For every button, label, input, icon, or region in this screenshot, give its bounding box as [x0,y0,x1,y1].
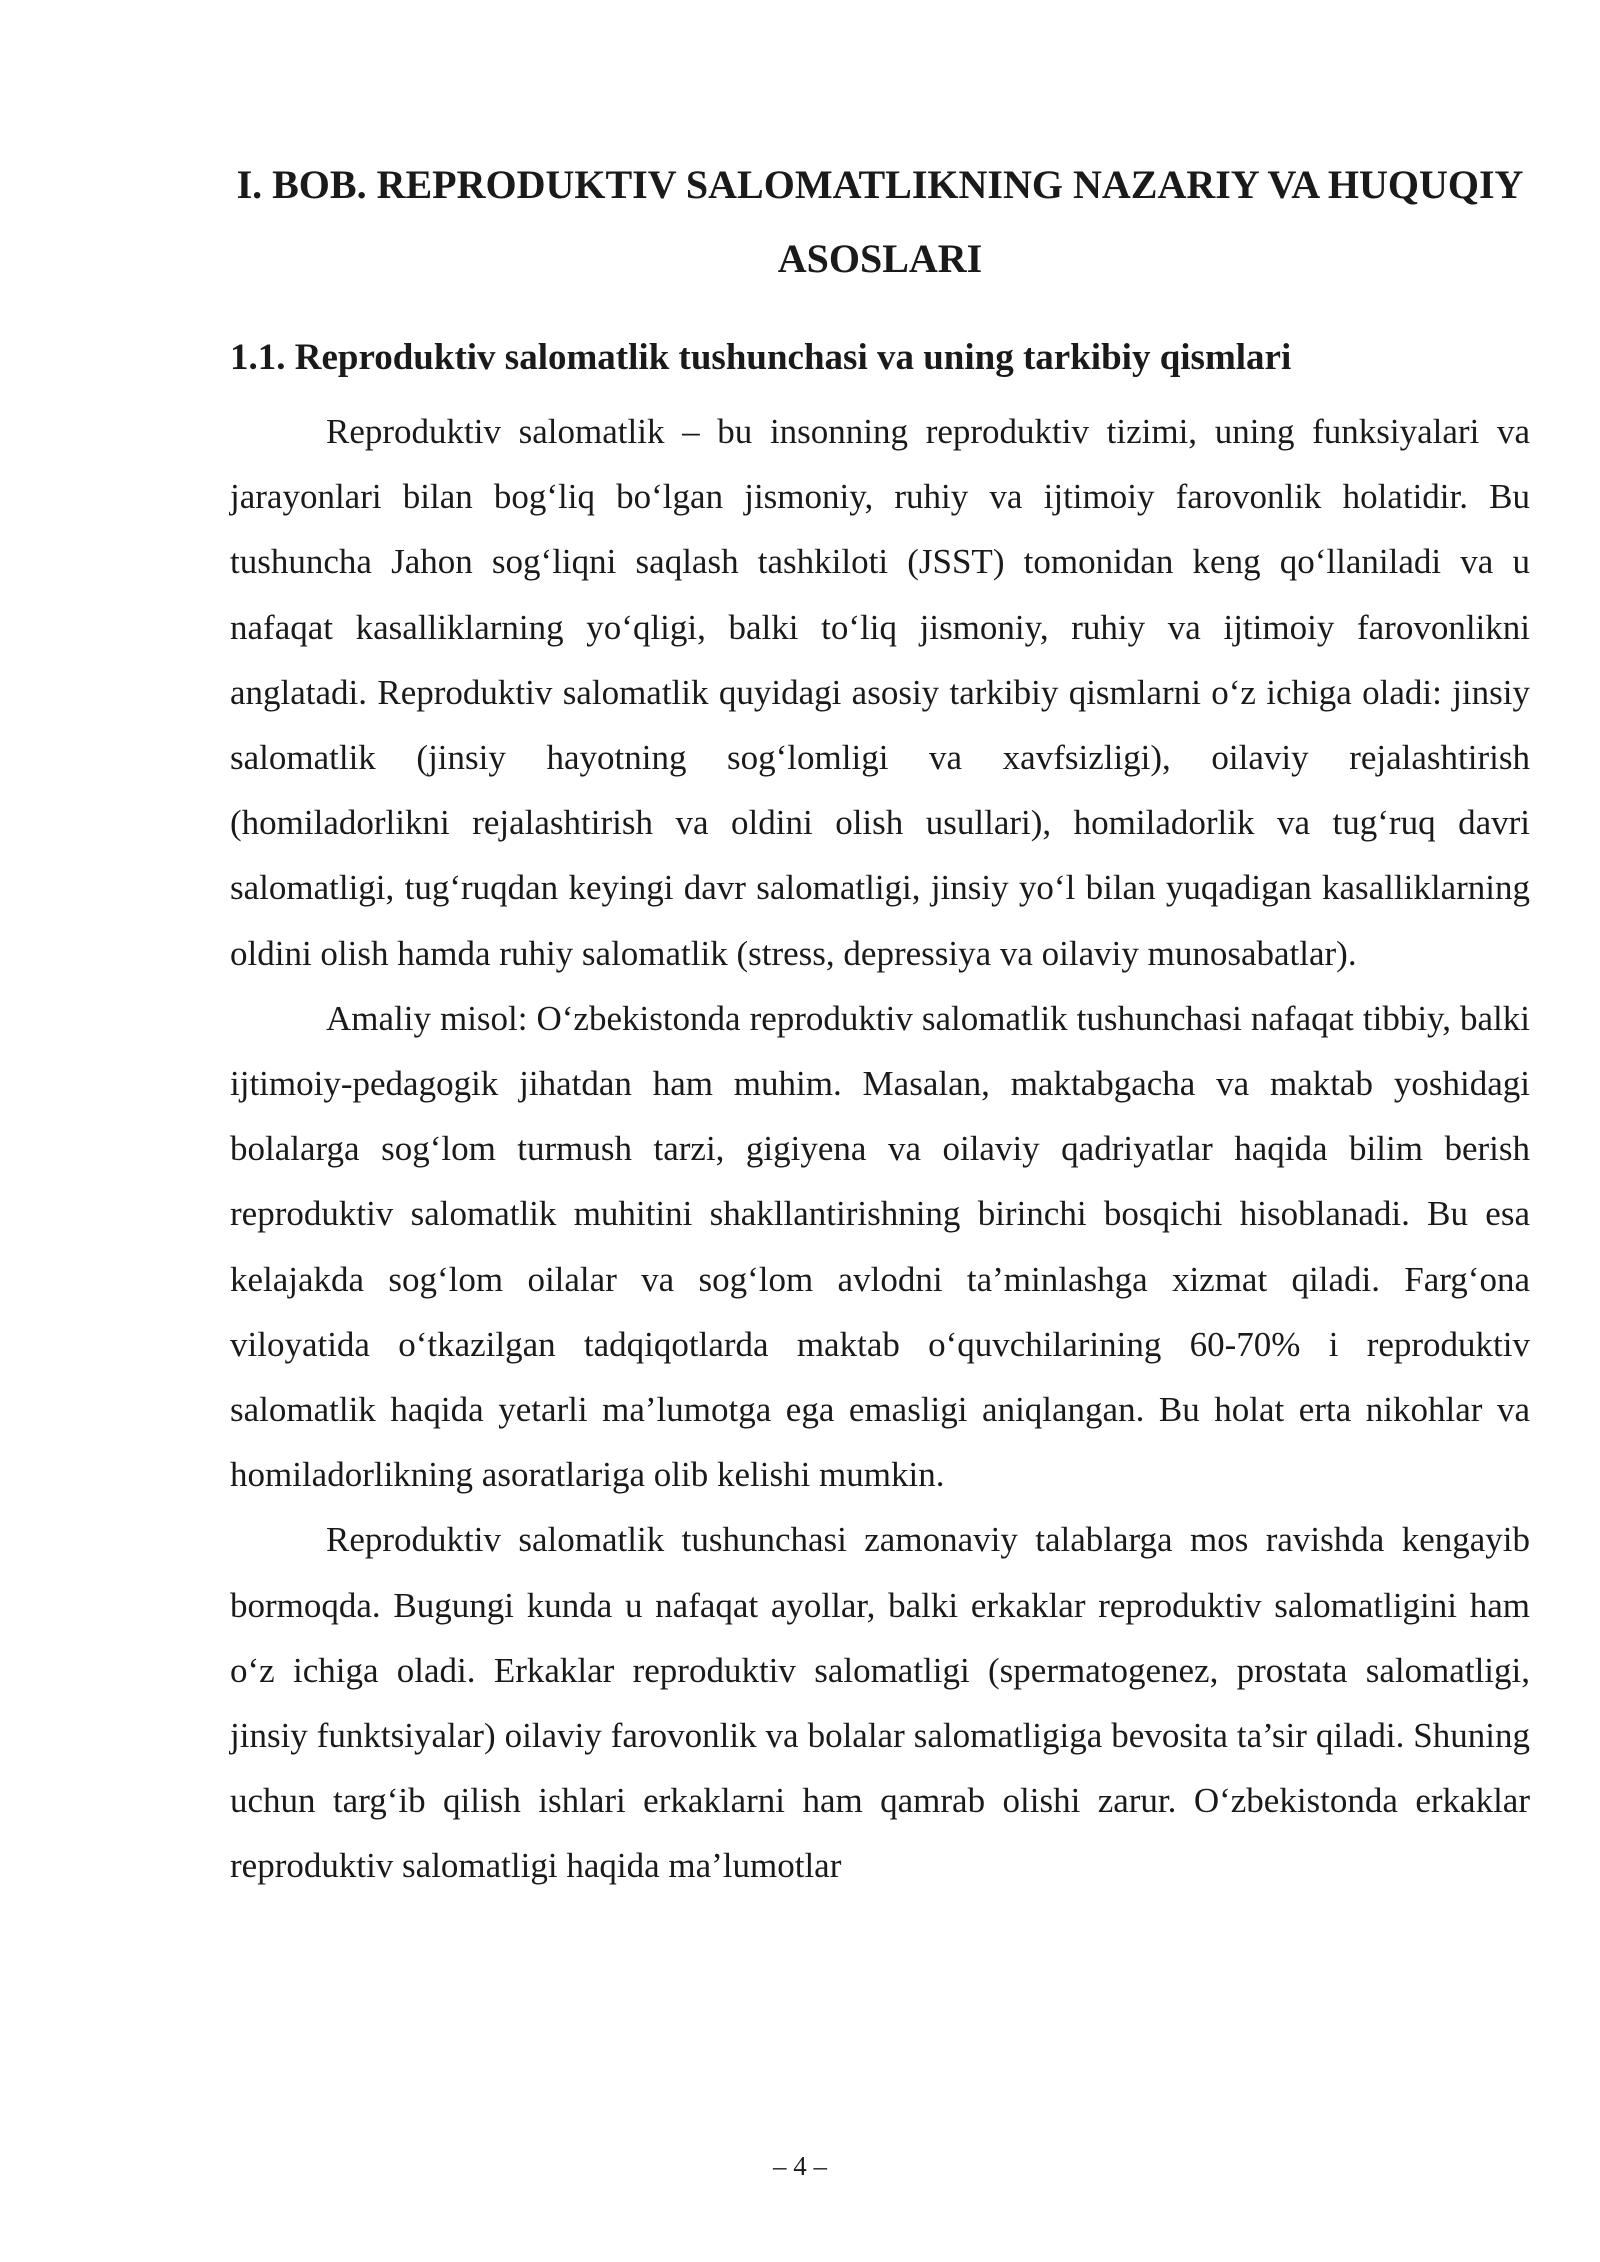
paragraph: Amaliy misol: O‘zbekistonda reproduktiv salomatlik tushunchasi nafaqat tibbiy, balki ijtimoiy-pedagogik jihatdan ham muhim. Masalan, maktabgacha va maktab yoshidagi bolalarga sog‘lom turmush tarzi, gigiyena va oilaviy qadriyatlar haqida bilim berish reproduktiv salomatlik muhitini shakllantirishning birinchi bosqichi hisoblanadi. Bu esa kelajakda sog‘lom oilalar va sog‘lom avlodni ta’minlashga xizmat qiladi. Farg‘ona viloyatida o‘tkazilgan tadqiqotlarda maktab o‘quvchilarining 60-70% i reproduktiv salomatlik haqida yetarli ma’lumotga ega emasligi aniqlangan. Bu holat erta nikohlar va homiladorlikning asoratlariga olib kelishi mumkin. [230,998,1530,1495]
paragraph: Reproduktiv salomatlik tushunchasi zamonaviy talablarga mos ravishda kengayib bormoqda. Bugungi kunda u nafaqat ayollar, balki erkaklar reproduktiv salomatligini ham o‘z ichiga oladi. Erkaklar reproduktiv salomatligi (spermatogenez, prostata salomatligi, jinsiy funktsiyalar) oilaviy farovonlik va bolalar salomatligiga bevosita ta’sir qiladi. Shuning uchun targ‘ib qilish ishlari erkaklarni ham qamrab olishi zarur. O‘zbekistonda erkaklar reproduktiv salomatligi haqida ma’lumotlar [230,1520,1530,1886]
section-title: 1.1. Reproduktiv salomatlik tushunchasi va uning tarkibiy qismlari [230,337,1292,378]
chapter-title: I. BOB. REPRODUKTIV SALOMATLIKNING NAZARIY VA HUQUQIY ASOSLARI [236,162,1524,281]
body-text [230,399,1530,1899]
page-number: – 4 – [773,2151,827,2181]
paragraph: Reproduktiv salomatlik – bu insonning reproduktiv tizimi, uning funksiyalari va jarayonlari bilan bog‘liq bo‘lgan jismoniy, ruhiy va ijtimoiy farovonlik holatidir. Bu tushuncha Jahon sog‘liqni saqlash tashkiloti (JSST) tomonidan keng qo‘llaniladi va u nafaqat kasalliklarning yo‘qligi, balki to‘liq jismoniy, ruhiy va ijtimoiy farovonlikni anglatadi. Reproduktiv salomatlik quyidagi asosiy tarkibiy qismlarni o‘z ichiga oladi: jinsiy salomatlik (jinsiy hayotning sog‘lomligi va xavfsizligi), oilaviy rejalashtirish (homiladorlikni rejalashtirish va oldini olish usullari), homiladorlik va tug‘ruq davri salomatligi, tug‘ruqdan keyingi davr salomatligi, jinsiy yo‘l bilan yuqadigan kasalliklarning oldini olish hamda ruhiy salomatlik (stress, depressiya va oilaviy munosabatlar). [230,412,1530,973]
